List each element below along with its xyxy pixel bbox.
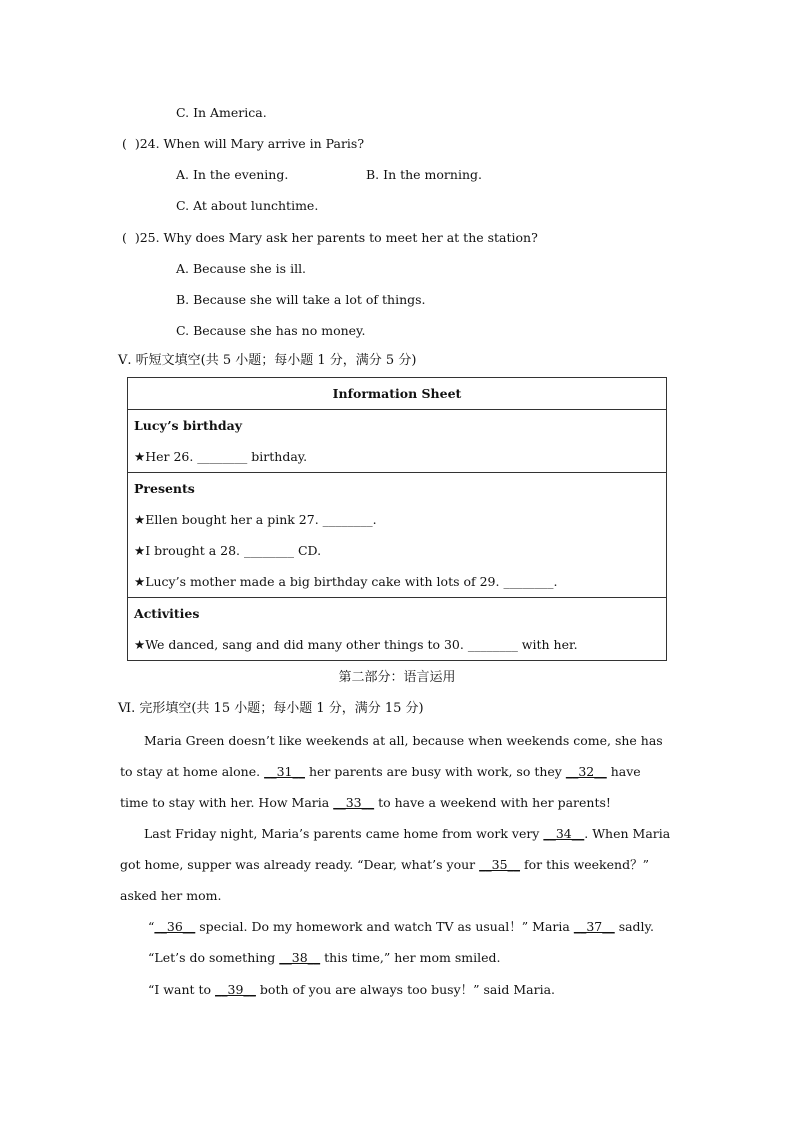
option-25b: B. Because she will take a lot of things. bbox=[176, 292, 426, 307]
option-25a: A. Because she is ill. bbox=[176, 261, 307, 276]
blank-37[interactable]: __37__ bbox=[573, 919, 615, 934]
blank-39[interactable]: __39__ bbox=[215, 982, 256, 997]
passage-line-1: Maria Green doesn’t like weekends at all, because when weekends come, she has bbox=[144, 733, 663, 748]
sheet-block-presents bbox=[128, 473, 667, 598]
option-24b: B. In the morning. bbox=[366, 167, 482, 182]
passage-line-9: “I want to __39__ both of you are always too busy！” said Maria. bbox=[148, 982, 556, 997]
sheet-title: Information Sheet bbox=[128, 378, 667, 410]
option-24c: C. At about lunchtime. bbox=[176, 198, 319, 213]
passage-line-4: Last Friday night, Maria’s parents came home from work very __34__. When Maria bbox=[144, 826, 671, 841]
blank-33[interactable]: __33__ bbox=[333, 795, 375, 810]
section-6-heading: Ⅵ. 完形填空(共 15 小题；每小题 1 分，满分 15 分) bbox=[118, 701, 424, 716]
sheet-block-birthday bbox=[128, 410, 667, 473]
blank-35[interactable]: __35__ bbox=[479, 857, 521, 872]
passage-line-3: time to stay with her. How Maria __33__ to have a weekend with her parents! bbox=[120, 795, 611, 810]
sheet-item-30: ★We danced, sang and did many other things to 30. ________ with her. bbox=[134, 637, 578, 652]
sheet-item-29: ★Lucy’s mother made a big birthday cake with lots of 29. ________. bbox=[134, 574, 558, 589]
blank-36[interactable]: __36__ bbox=[154, 919, 196, 934]
sheet-heading-presents: Presents bbox=[134, 481, 195, 496]
information-sheet-table bbox=[127, 377, 667, 661]
section-5-heading: Ⅴ. 听短文填空(共 5 小题；每小题 1 分，满分 5 分) bbox=[118, 353, 417, 368]
passage-line-6: asked her mom. bbox=[120, 888, 222, 903]
sheet-block-activities bbox=[128, 598, 667, 661]
question-24: ( )24. When will Mary arrive in Paris? bbox=[122, 136, 365, 151]
option-23c: C. In America. bbox=[176, 105, 267, 120]
passage-line-5: got home, supper was already ready. “Dear, what’s your __35__ for this weekend？” bbox=[120, 857, 649, 872]
option-25c: C. Because she has no money. bbox=[176, 323, 366, 338]
part-2-title: 第二部分：语言运用 bbox=[338, 670, 456, 685]
blank-34[interactable]: __34__ bbox=[543, 826, 585, 841]
blank-32[interactable]: __32__ bbox=[565, 764, 607, 779]
sheet-heading-activities: Activities bbox=[134, 606, 200, 621]
passage-line-8: “Let’s do something __38__ this time,” her mom smiled. bbox=[148, 950, 501, 965]
question-25: ( )25. Why does Mary ask her parents to meet her at the station? bbox=[122, 230, 538, 245]
passage-line-7: “__36__ special. Do my homework and watch TV as usual！” Maria __37__ sadly. bbox=[148, 919, 654, 934]
sheet-item-26: ★Her 26. ________ birthday. bbox=[134, 449, 308, 464]
sheet-item-28: ★I brought a 28. ________ CD. bbox=[134, 543, 322, 558]
sheet-heading-birthday: Lucy’s birthday bbox=[134, 418, 242, 433]
option-24a: A. In the evening. bbox=[176, 167, 289, 182]
passage-line-2: to stay at home alone. __31__ her parents are busy with work, so they __32__ have bbox=[120, 764, 641, 779]
blank-31[interactable]: __31__ bbox=[264, 764, 305, 779]
blank-38[interactable]: __38__ bbox=[279, 950, 321, 965]
sheet-item-27: ★Ellen bought her a pink 27. ________. bbox=[134, 512, 377, 527]
